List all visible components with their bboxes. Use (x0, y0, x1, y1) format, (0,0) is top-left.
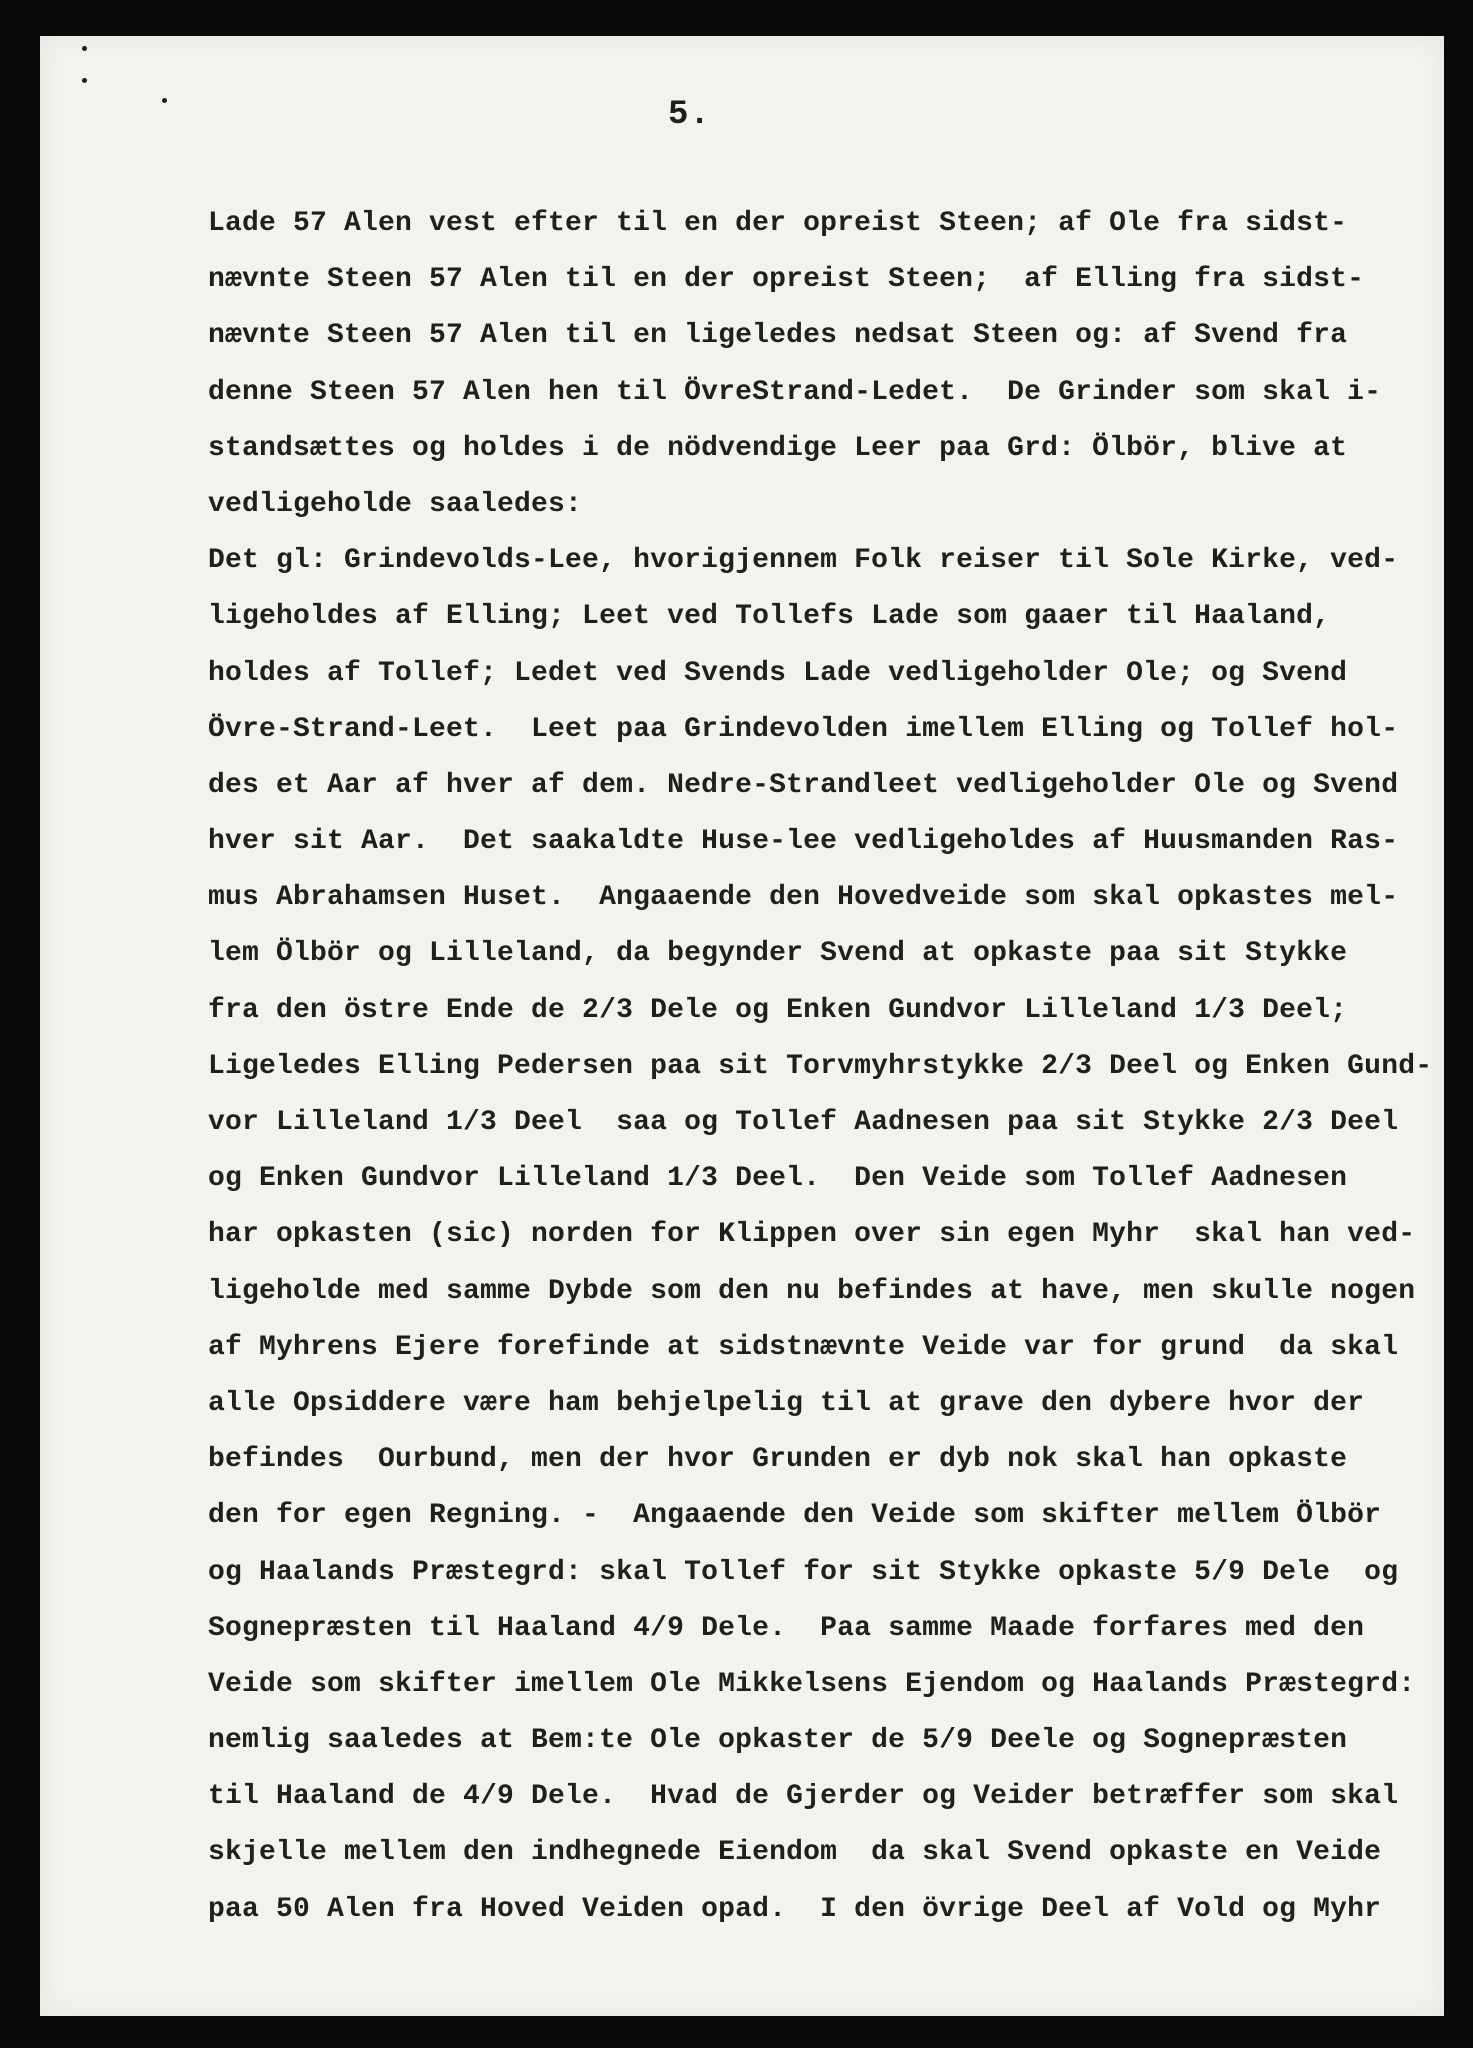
text-line: og Enken Gundvor Lilleland 1/3 Deel. Den Veide som Tollef Aadnesen (208, 1163, 1348, 1195)
text-line: skjelle mellem den indhegnede Eiendom da skal Svend opkaste en Veide (208, 1837, 1382, 1869)
text-line: mus Abrahamsen Huset. Angaaende den Hovedveide som skal opkastes mel- (208, 882, 1399, 914)
text-line: des et Aar af hver af dem. Nedre-Strandleet vedligeholder Ole og Svend (208, 769, 1399, 801)
text-line: ligeholde med samme Dybde som den nu befindes at have, men skulle nogen (208, 1275, 1416, 1307)
text-line: Övre-Strand-Leet. Leet paa Grindevolden imellem Elling og Tollef hol- (208, 713, 1399, 745)
text-line: har opkasten (sic) norden for Klippen over sin egen Myhr skal han ved- (208, 1219, 1416, 1251)
document-body (208, 196, 1438, 1938)
text-line: den for egen Regning. - Angaaende den Veide som skifter mellem Ölbör (208, 1500, 1382, 1532)
text-line: Det gl: Grindevolds-Lee, hvorigjennem Folk reiser til Sole Kirke, ved- (208, 545, 1399, 577)
text-line: alle Opsiddere være ham behjelpelig til at grave den dybere hvor der (208, 1387, 1365, 1419)
text-line: hver sit Aar. Det saakaldte Huse-lee vedligeholdes af Huusmanden Ras- (208, 826, 1399, 858)
text-line: Veide som skifter imellem Ole Mikkelsens Ejendom og Haalands Præstegrd: (208, 1668, 1416, 1700)
margin-mark (82, 46, 87, 51)
margin-mark (162, 98, 167, 103)
text-line: nemlig saaledes at Bem:te Ole opkaster de 5/9 Deele og Sognepræsten (208, 1725, 1348, 1757)
text-line: Ligeledes Elling Pedersen paa sit Torvmyhrstykke 2/3 Deel og Enken Gund- (208, 1050, 1433, 1082)
text-line: holdes af Tollef; Ledet ved Svends Lade vedligeholder Ole; og Svend (208, 657, 1348, 689)
text-line: nævnte Steen 57 Alen til en ligeledes nedsat Steen og: af Svend fra (208, 320, 1348, 352)
text-line: Lade 57 Alen vest efter til en der opreist Steen; af Ole fra sidst- (208, 208, 1348, 239)
text-line: fra den östre Ende de 2/3 Dele og Enken Gundvor Lilleland 1/3 Deel; (208, 994, 1348, 1026)
text-line: ligeholdes af Elling; Leet ved Tollefs Lade som gaaer til Haaland, (208, 601, 1331, 633)
page-number: 5. (668, 96, 711, 134)
text-line: standsættes og holdes i de nödvendige Leer paa Grd: Ölbör, blive at (208, 432, 1348, 464)
text-line: lem Ölbör og Lilleland, da begynder Svend at opkaste paa sit Stykke (208, 938, 1348, 970)
text-line: vedligeholde saaledes: (208, 488, 583, 520)
text-line: nævnte Steen 57 Alen til en der opreist Steen; af Elling fra sidst- (208, 264, 1365, 296)
text-line: Sognepræsten til Haaland 4/9 Dele. Paa samme Maade forfares med den (208, 1612, 1365, 1644)
margin-mark (82, 78, 87, 83)
text-line: vor Lilleland 1/3 Deel saa og Tollef Aadnesen paa sit Stykke 2/3 Deel (208, 1107, 1399, 1138)
text-line: og Haalands Præstegrd: skal Tollef for sit Stykke opkaste 5/9 Dele og (208, 1556, 1399, 1588)
text-line: til Haaland de 4/9 Dele. Hvad de Gjerder og Veider betræffer som skal (208, 1781, 1399, 1813)
text-line: befindes Ourbund, men der hvor Grunden er dyb nok skal han opkaste (208, 1444, 1348, 1476)
text-line: af Myhrens Ejere forefinde at sidstnævnte Veide var for grund da skal (208, 1331, 1399, 1363)
text-line: denne Steen 57 Alen hen til ÖvreStrand-Ledet. De Grinder som skal i- (208, 376, 1382, 408)
text-line: paa 50 Alen fra Hoved Veiden opad. I den övrige Deel af Vold og Myhr (208, 1893, 1382, 1925)
